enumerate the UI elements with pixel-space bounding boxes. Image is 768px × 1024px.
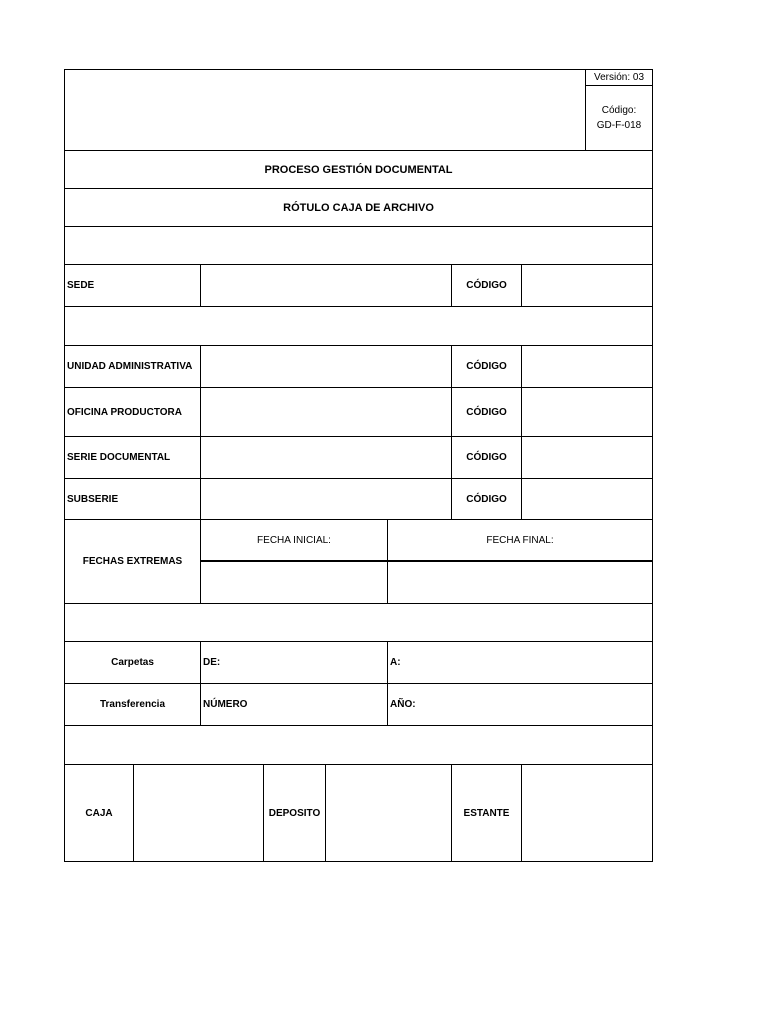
- serie-code-label-cell: [451, 436, 522, 479]
- oficina-code-label-cell: [451, 387, 522, 437]
- fecha-inicial-label: FECHA INICIAL:: [257, 534, 331, 546]
- spacer-row: [64, 725, 653, 765]
- carpetas-label-cell: [64, 641, 201, 684]
- sede-value-field[interactable]: [200, 264, 452, 307]
- caja-value-field[interactable]: [133, 764, 264, 862]
- carpetas-a-field[interactable]: [387, 641, 653, 684]
- unidad-value-field[interactable]: [200, 345, 452, 388]
- transferencia-numero-label: NÚMERO: [203, 699, 248, 710]
- subserie-code-label-cell: [451, 478, 522, 520]
- caja-label-cell: [64, 764, 134, 862]
- carpetas-label: Carpetas: [111, 657, 154, 668]
- transferencia-label: Transferencia: [99, 699, 166, 710]
- oficina-label: OFICINA PRODUCTORA: [67, 406, 182, 418]
- sede-code-label: CÓDIGO: [466, 280, 507, 291]
- unidad-code-label-cell: [451, 345, 522, 388]
- fecha-inicial-field[interactable]: [200, 561, 389, 604]
- logo-area: [64, 69, 586, 151]
- unidad-label-cell: [64, 345, 201, 388]
- spacer-row: [64, 603, 653, 642]
- code-label: Código:: [601, 105, 637, 116]
- spacer-row: [64, 226, 653, 265]
- sede-label: SEDE: [67, 280, 95, 291]
- sede-code-field[interactable]: [521, 264, 653, 307]
- oficina-code-field[interactable]: [521, 387, 653, 437]
- transferencia-label-cell: [64, 683, 201, 726]
- archive-box-label-form: [64, 69, 653, 862]
- fecha-inicial-header: [200, 519, 389, 562]
- serie-label-cell: [64, 436, 201, 479]
- fechas-label: FECHAS EXTREMAS: [82, 556, 183, 567]
- subserie-label: SUBSERIE: [67, 493, 119, 505]
- carpetas-de-field[interactable]: [200, 641, 389, 684]
- unidad-label: UNIDAD ADMINISTRATIVA: [67, 361, 193, 372]
- fecha-final-header: [387, 519, 653, 562]
- subserie-code-field[interactable]: [521, 478, 653, 520]
- process-title-cell: [64, 150, 653, 189]
- subserie-value-field[interactable]: [200, 478, 452, 520]
- serie-value-field[interactable]: [200, 436, 452, 479]
- fecha-final-field[interactable]: [387, 561, 653, 604]
- deposito-label-cell: [263, 764, 326, 862]
- carpetas-a-label: A:: [390, 657, 401, 668]
- sede-code-label-cell: [451, 264, 522, 307]
- form-title-cell: [64, 188, 653, 227]
- unidad-code-field[interactable]: [521, 345, 653, 388]
- oficina-label-cell: [64, 387, 201, 437]
- fechas-label-cell: [64, 519, 201, 604]
- process-title: PROCESO GESTIÓN DOCUMENTAL: [264, 163, 453, 176]
- version-cell: [585, 69, 653, 86]
- serie-code-label: CÓDIGO: [466, 452, 507, 463]
- code-cell: [585, 85, 653, 151]
- serie-label: SERIE DOCUMENTAL: [67, 452, 171, 463]
- fecha-final-label: FECHA FINAL:: [486, 534, 554, 546]
- transferencia-ano-label: AÑO:: [390, 699, 416, 710]
- sede-label-cell: [64, 264, 201, 307]
- estante-label-cell: [451, 764, 522, 862]
- deposito-value-field[interactable]: [325, 764, 452, 862]
- transferencia-ano-field[interactable]: [387, 683, 653, 726]
- subserie-label-cell: [64, 478, 201, 520]
- estante-label: ESTANTE: [463, 807, 510, 819]
- serie-code-field[interactable]: [521, 436, 653, 479]
- version-text: Versión: 03: [593, 72, 645, 83]
- deposito-label: DEPOSITO: [268, 807, 321, 819]
- caja-label: CAJA: [85, 807, 113, 819]
- unidad-code-label: CÓDIGO: [466, 361, 507, 372]
- carpetas-de-label: DE:: [203, 657, 221, 668]
- code-value: GD-F-018: [596, 120, 642, 131]
- oficina-code-label: CÓDIGO: [466, 406, 507, 418]
- form-title: RÓTULO CAJA DE ARCHIVO: [283, 201, 434, 214]
- spacer-row: [64, 306, 653, 346]
- transferencia-numero-field[interactable]: [200, 683, 389, 726]
- subserie-code-label: CÓDIGO: [466, 493, 507, 505]
- estante-value-field[interactable]: [521, 764, 653, 862]
- oficina-value-field[interactable]: [200, 387, 452, 437]
